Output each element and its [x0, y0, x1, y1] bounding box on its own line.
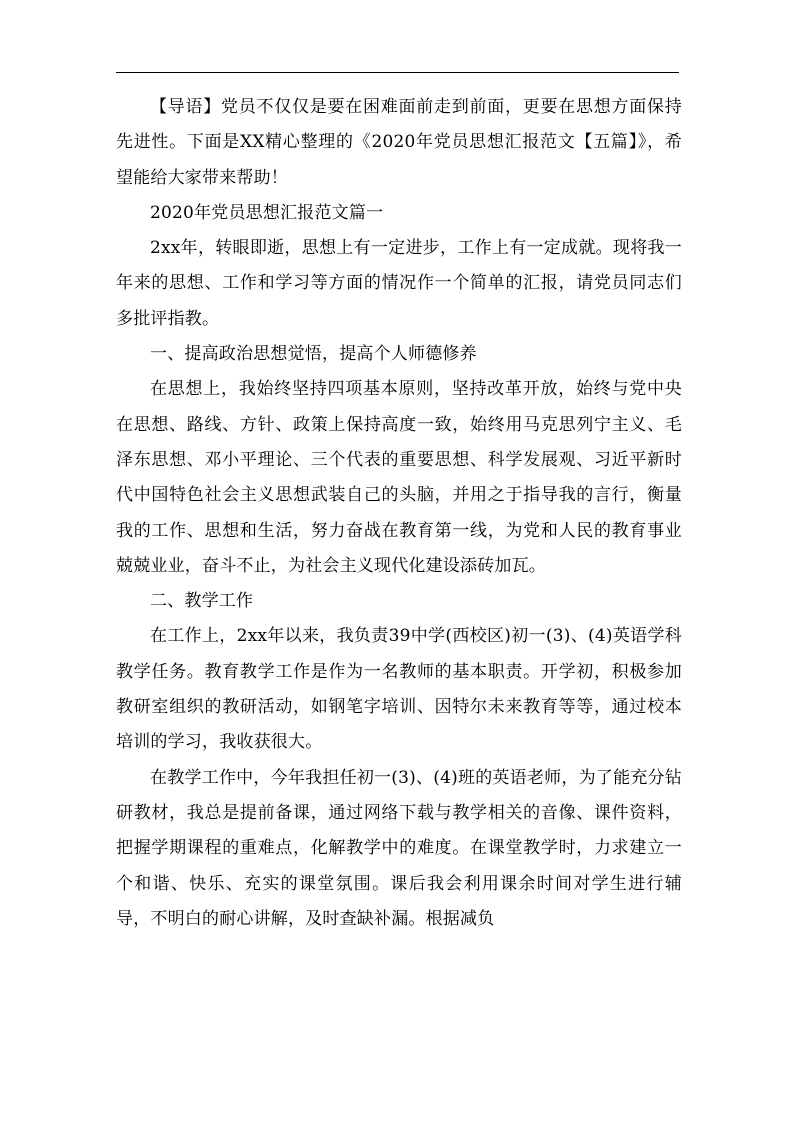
body-paragraph: 在工作上，2xx年以来，我负责39中学(西校区)初一(3)、(4)英语学科教学任务。教育教学工作是作为一名教师的基本职责。开学初，积极参加教研室组织的教研活动，如钢笔字培训、因特尔未来教育等等，通过校本培训的学习，我收获很大。: [116, 626, 682, 753]
section-heading: 一、提高政治思想觉悟，提高个人师德修养: [150, 344, 477, 365]
intro-paragraph: 【导语】党员不仅仅是要在困难面前走到前面，更要在思想方面保持先进性。下面是XX精心整理的《2020年党员思想汇报范文【五篇】》，希望能给大家带来帮助！: [116, 97, 682, 188]
body-paragraph: 2xx年，转眼即逝，思想上有一定进步，工作上有一定成就。现将我一年来的思想、工作和学习等方面的情况作一个简单的汇报，请党员同志们多批评指教。: [116, 238, 682, 329]
body-paragraph: 在思想上，我始终坚持四项基本原则，坚持改革开放，始终与党中央在思想、路线、方针、政策上保持高度一致，始终用马克思列宁主义、毛泽东思想、邓小平理论、三个代表的重要思想、科学发展观、习近平新时代中国特色社会主义思想武装自己的头脑，并用之于指导我的言行，衡量我的工作、思想和生活，努力奋战在教育第一线，为党和人民的教育事业兢兢业业，奋斗不止，为社会主义现代化建设添砖加瓦。: [116, 379, 682, 576]
header-divider: [116, 72, 679, 73]
section-title: 2020年党员思想汇报范文篇一: [150, 202, 384, 223]
section-heading: 二、教学工作: [150, 591, 254, 612]
document-body: [116, 90, 682, 937]
body-paragraph: 在教学工作中，今年我担任初一(3)、(4)班的英语老师，为了能充分钻研教材，我总是提前备课，通过网络下载与教学相关的音像、课件资料，把握学期课程的重难点，化解教学中的难度。在课堂教学时，力求建立一个和谐、快乐、充实的课堂氛围。课后我会利用课余时间对学生进行辅导，不明白的耐心讲解，及时查缺补漏。根据减负: [116, 767, 682, 929]
